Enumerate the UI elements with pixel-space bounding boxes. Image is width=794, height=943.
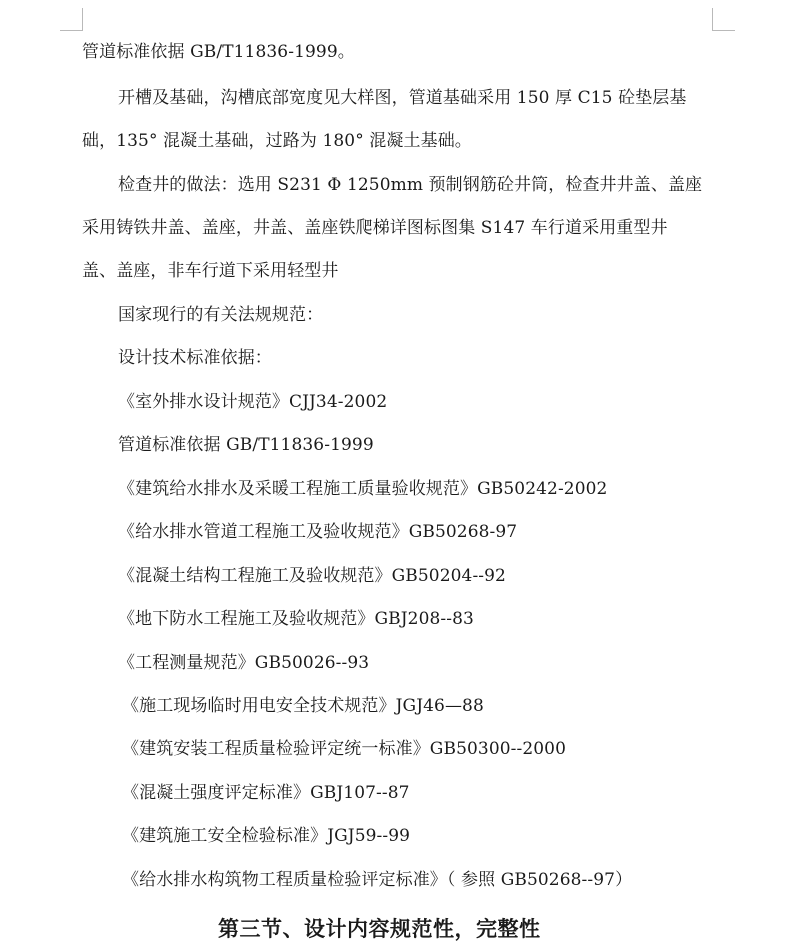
paragraph-line: 盖、盖座，非车行道下采用轻型井 [82,261,339,281]
paragraph-line: 采用铸铁井盖、盖座，井盖、盖座铁爬梯详图标图集 S147 车行道采用重型井 [82,218,668,238]
standard-list-item: 《给水排水构筑物工程质量检验评定标准》（ 参照 GB50268--97） [122,870,633,890]
standard-list-item: 《室外排水设计规范》CJJ34-2002 [118,392,388,412]
paragraph-line: 开槽及基础，沟槽底部宽度见大样图，管道基础采用 150 厚 C15 砼垫层基 [118,88,687,108]
standard-list-item: 《工程测量规范》GB50026--93 [118,653,370,673]
paragraph-line: 础，135° 混凝土基础，过路为 180° 混凝土基础。 [82,131,472,151]
standard-list-item: 《建筑给水排水及采暖工程施工质量验收规范》GB50242-2002 [118,479,608,499]
section-heading: 第三节、设计内容规范性，完整性 [218,916,541,941]
standard-list-item: 《混凝土结构工程施工及验收规范》GB50204--92 [118,566,506,586]
standard-list-item: 《施工现场临时用电安全技术规范》JGJ46—88 [122,696,484,716]
paragraph-line: 检查井的做法：选用 S231 Φ 1250mm 预制钢筋砼井筒，检查井井盖、盖座 [118,175,703,195]
standard-list-item: 《建筑施工安全检验标准》JGJ59--99 [122,826,411,846]
standard-list-item: 《建筑安装工程质量检验评定统一标准》GB50300--2000 [122,739,567,759]
paragraph-line: 国家现行的有关法规规范： [118,305,324,325]
paragraph-line: 管道标准依据 GB/T11836-1999。 [82,42,355,62]
margin-corner-mark-left [60,8,83,31]
standard-list-item: 《地下防水工程施工及验收规范》GBJ208--83 [118,609,474,629]
standard-list-item: 《混凝土强度评定标准》GBJ107--87 [122,783,410,803]
standard-list-item: 《给水排水管道工程施工及验收规范》GB50268-97 [118,522,518,542]
paragraph-line: 设计技术标准依据： [118,348,272,368]
standard-list-item: 管道标准依据 GB/T11836-1999 [118,435,374,455]
margin-corner-mark-right [712,8,735,31]
